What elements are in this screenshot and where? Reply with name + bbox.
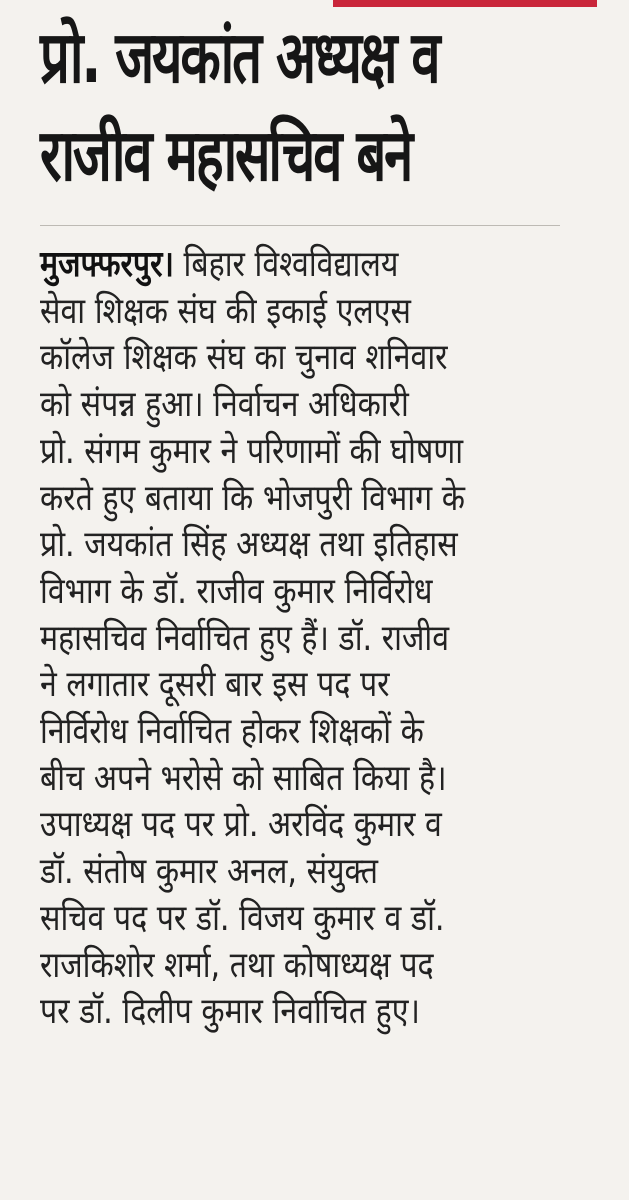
article-line: महासचिव निर्वाचित हुए हैं। डॉ. राजीव xyxy=(40,617,450,659)
article-line xyxy=(40,242,477,289)
article-line: विभाग के डॉ. राजीव कुमार निर्विरोध xyxy=(40,570,433,612)
article-line: सेवा शिक्षक संघ की इकाई एलएस xyxy=(40,290,411,332)
article-line: को संपन्न हुआ। निर्वाचन अधिकारी xyxy=(40,384,409,426)
article-line: प्रो. संगम कुमार ने परिणामों की घोषणा xyxy=(40,430,464,472)
article-line: बीच अपने भरोसे को साबित किया है। xyxy=(40,757,447,799)
article-line: पर डॉ. दिलीप कुमार निर्वाचित हुए। xyxy=(40,991,420,1033)
dateline: मुजफ्फरपुर। xyxy=(40,244,174,285)
top-accent-rule xyxy=(333,0,597,7)
article-line: कॉलेज शिक्षक संघ का चुनाव शनिवार xyxy=(40,337,448,379)
article-line: डॉ. संतोष कुमार अनल, संयुक्त xyxy=(40,851,379,893)
article-line: राजकिशोर शर्मा, तथा कोषाध्यक्ष पद xyxy=(40,944,434,986)
article-line: निर्विरोध निर्वाचित होकर शिक्षकों के xyxy=(40,711,424,753)
article-line: ने लगातार दूसरी बार इस पद पर xyxy=(40,664,390,706)
article-line: प्रो. जयकांत सिंह अध्यक्ष तथा इतिहास xyxy=(40,524,458,566)
headline-separator xyxy=(40,225,560,226)
headline-line: राजीव महासचिव बने xyxy=(40,113,412,197)
article-line: सचिव पद पर डॉ. विजय कुमार व डॉ. xyxy=(40,897,445,939)
article-line: करते हुए बताया कि भोजपुरी विभाग के xyxy=(40,477,465,519)
headline xyxy=(40,8,600,204)
article-line: उपाध्यक्ष पद पर प्रो. अरविंद कुमार व xyxy=(40,804,442,846)
article-first-line-text: बिहार विश्वविद्यालय xyxy=(173,244,399,285)
article-body xyxy=(40,242,560,1036)
headline-line: प्रो. जयकांत अध्यक्ष व xyxy=(40,15,439,99)
